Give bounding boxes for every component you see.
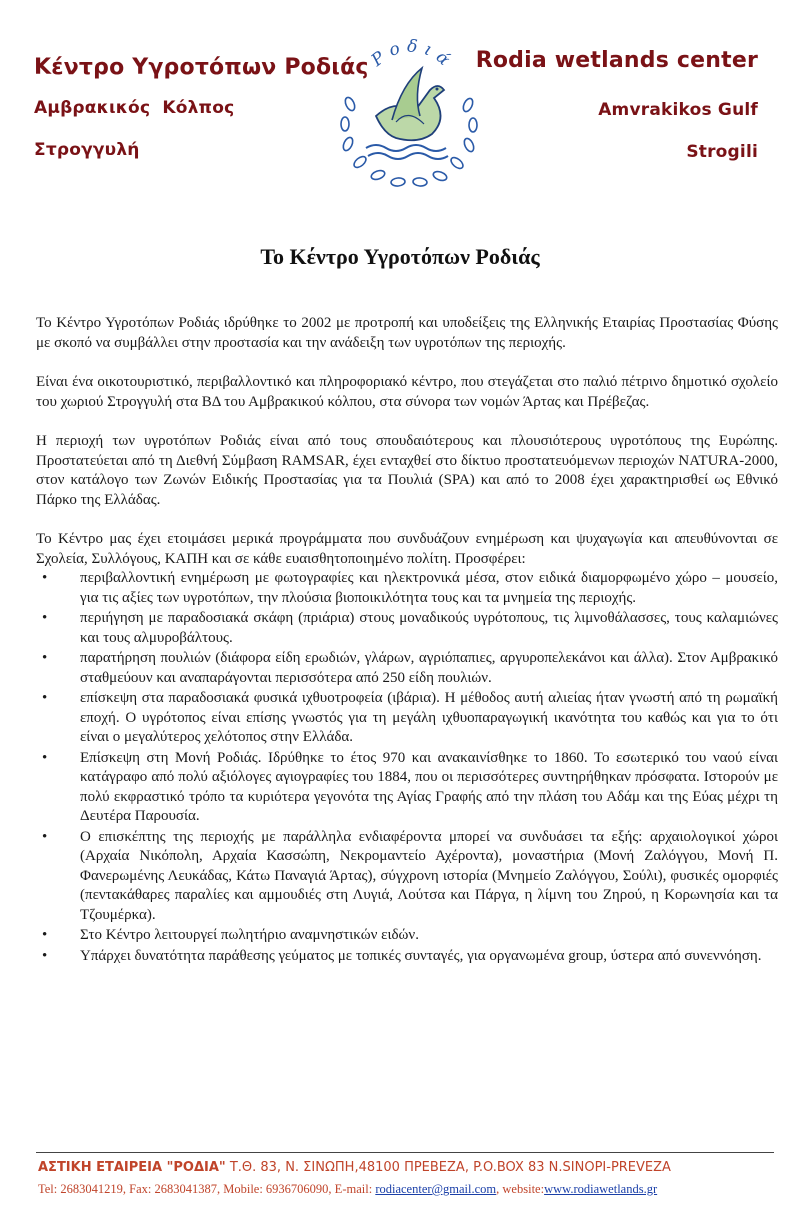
footer-website-label: , website: (496, 1182, 545, 1196)
bullet-icon: • (42, 749, 48, 766)
paragraph-programs-intro: Το Κέντρο μας έχει ετοιμάσει μερικά προγράμματα που συνδυάζουν ενημέρωση και ψυχαγωγία και απευθύνονται σε Σχολεία, Συλλόγους, ΚΑΠΗ και σε κάθε ευαισθητοποιημένο πολίτη. Προσφέρει: (36, 531, 778, 567)
list-item: • παρατήρηση πουλιών (διάφορα είδη ερωδιών, γλάρων, αγριόπαπιες, αργυροπελεκάνοι και άλλα). Στον Αμβρακικό σταθμεύουν και αναπαράγονται περισσότερα από 250 είδη πουλιών. (42, 650, 778, 686)
bird-over-water-icon (336, 38, 482, 188)
bullet-icon: • (42, 690, 48, 706)
website-link[interactable]: www.rodiawetlands.gr (544, 1182, 658, 1196)
list-item: • επίσκεψη στα παραδοσιακά φυσικά ιχθυοτροφεία (ιβάρια). Η μέθοδος αυτή αλιείας ήταν γνωστή από τη ρωμαϊκή εποχή. Ο υγρότοπος είναι επίσης γνωστός για τη μεγάλη ιχθυοπαραγωγική ικανότητα του καθώς και για το ότι είναι ο μεγαλύτερος χελότοπος στην Ελλάδα. (42, 690, 778, 745)
rodia-logo (336, 38, 482, 188)
greek-location-village: Στρογγυλή (34, 140, 140, 160)
bullet-icon: • (42, 570, 48, 586)
list-item: • περιήγηση με παραδοσιακά σκάφη (πριάρια) στους μοναδικούς υγρότοπους, τις λιμνοθάλασσες, τους καλαμιώνες και τους αλμυροβάλτους. (42, 610, 778, 646)
english-location-gulf: Amvrakikos Gulf (598, 100, 758, 120)
bullet-icon: • (42, 947, 48, 964)
footer-contact (38, 1182, 657, 1197)
letterhead (0, 0, 800, 200)
list-item: • Επίσκεψη στη Μονή Ροδιάς. Ιδρύθηκε το έτος 970 και ανακαινίσθηκε το 1860. Το εσωτερικό του ναού είναι κατάγραφο από πολύ αξιόλογες αγιογραφίες του 1884, που οι περισσότερες συντηρήθηκαν πρόσφατα. Ιστορούν με πολύ εκφραστικό τρόπο τα κυριότερα γεγονότα της Αγίας Γραφής από την πλάση του Αδάμ και της Εύας μέχρι τη Δευτέρα Παρουσία. (42, 749, 778, 824)
bullet-icon: • (42, 927, 48, 943)
bullet-icon: • (42, 610, 48, 626)
paragraph-founding: Το Κέντρο Υγροτόπων Ροδιάς ιδρύθηκε το 2002 με προτροπή και υποδείξεις της Ελληνικής Εταιρίας Προστασίας Φύσης με σκοπό να συμβάλλει στην προστασία και την ανάδειξη των υγροτόπων της περιοχής. (36, 315, 778, 351)
list-item: • Υπάρχει δυνατότητα παράθεσης γεύματος με τοπικές συνταγές, για οργανωμένα group, ύστερα από συνεννόηση. (36, 947, 778, 967)
offerings-list (36, 569, 778, 966)
list-item: • περιβαλλοντική ενημέρωση με φωτογραφίες και ηλεκτρονικά μέσα, στον ειδικά διαμορφωμένο χώρο – μουσείο, για τις αξίες των υγροτόπων, την πλούσια βιοποικιλότητα τους και τα μνημεία της περιοχής. (42, 570, 778, 606)
list-item: • Ο επισκέπτης της περιοχής με παράλληλα ενδιαφέροντα μπορεί να συνδυάσει τα εξής: αρχαιολογικοί χώροι (Αρχαία Νικόπολη, Αρχαία Κασσώπη, Νεκρομαντείο Αχέροντα), μοναστήρια (Μονή Ζαλόγγου, Μονή Π. Φανερωμένης Λευκάδας, Κάτω Παναγιά Άρτας), σύγχρονη ιστορία (Μνημείο Ζαλόγγου, Σούλι), φυσικές ομορφιές (πεντακάθαρες παραλίες και αμμουδιές στη Λυγιά, Λούτσα και Πάργα, η λίμνη του Ζηρού, η Κορωνησία και τα Τζουμέρκα). (42, 828, 778, 923)
footer-phone-numbers: Tel: 2683041219, Fax: 2683041387, Mobile: 6936706090, E-mail: (38, 1182, 376, 1196)
greek-center-name: Κέντρο Υγροτόπων Ροδιάς (34, 55, 369, 80)
list-item: • Στο Κέντρο λειτουργεί πωλητήριο αναμνηστικών ειδών. (36, 926, 778, 946)
greek-location-gulf: Αμβρακικός Κόλπος (34, 98, 235, 118)
logo-arc-text: Ροδιά (367, 38, 459, 74)
footer-address (38, 1160, 671, 1175)
bullet-icon: • (42, 650, 48, 666)
bullet-icon: • (42, 828, 48, 845)
footer-divider (36, 1152, 774, 1153)
english-location-village: Strogili (686, 142, 758, 162)
paragraph-protection: Η περιοχή των υγροτόπων Ροδιάς είναι από τους σπουδαιότερους και πλουσιότερους υγροτόπους της Ευρώπης. Προστατεύεται από τη Διεθνή Σύμβαση RAMSAR, έχει ενταχθεί στο δίκτυο προστατευόμενων περιοχών NATURA-2000, στον κατάλογο των Ζωνών Ειδικής Προστασίας για τα Πουλιά (SPA) και από το 2008 έχει χαρακτηρισθεί ως Εθνικό Πάρκο της Ελλάδας. (36, 433, 778, 508)
footer-postal-address: Τ.Θ. 83, Ν. ΣΙΝΩΠΗ,48100 ΠΡΕΒΕΖΑ, P.O.BOX 83 N.SINOPI-PREVEZA (225, 1160, 671, 1175)
english-center-name: Rodia wetlands center (475, 48, 758, 73)
footer-org-name: ΑΣΤΙΚΗ ΕΤΑΙΡΕΙΑ "ΡΟΔΙΑ" (38, 1160, 226, 1175)
email-link[interactable]: rodiacenter@gmail.com (375, 1182, 497, 1196)
document-body (36, 314, 778, 967)
document-title: Το Κέντρο Υγροτόπων Ροδιάς (260, 244, 540, 269)
paragraph-description: Είναι ένα οικοτουριστικό, περιβαλλοντικό και πληροφοριακό κέντρο, που στεγάζεται στο παλιό πέτρινο δημοτικό σχολείο του χωριού Στρογγυλή στα ΒΔ του Αμβρακικού κόλπου, στα σύνορα των νομών Άρτας και Πρέβεζας. (36, 374, 778, 410)
svg-text:Ροδιά (367, 38, 458, 74)
